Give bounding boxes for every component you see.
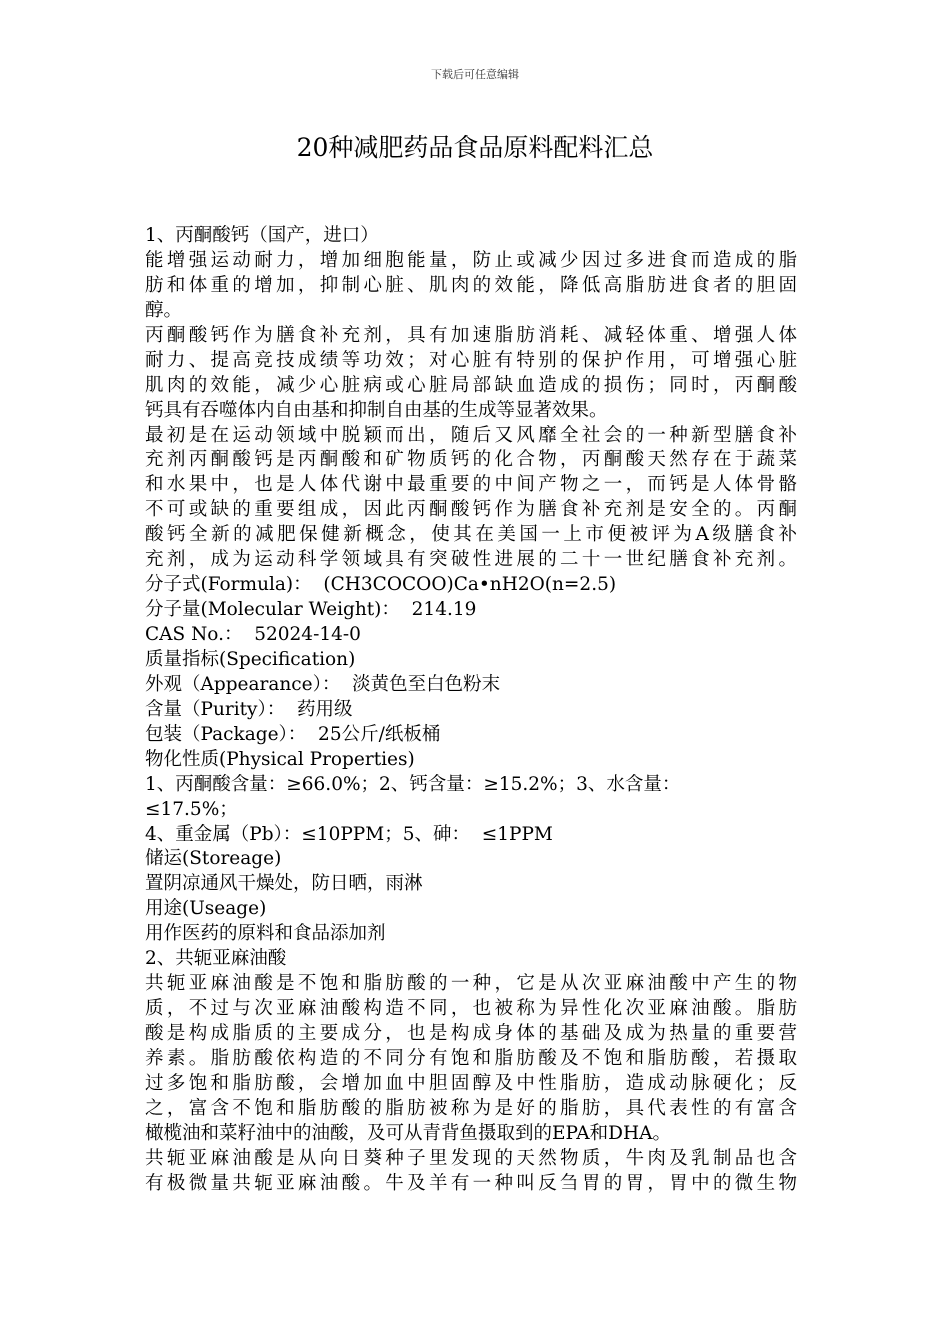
text-line: 酸是构成脂质的主要成分，也是构成身体的基础及成为热量的重要营 bbox=[145, 1023, 797, 1044]
text-line: CAS No.： 52024-14-0 bbox=[145, 624, 361, 645]
text-line: 耐力、提高竞技成绩等功效；对心脏有特别的保护作用，可增强心脏 bbox=[145, 349, 797, 371]
text-line: 1、丙酮酸钙（国产，进口） bbox=[145, 225, 379, 246]
text-line: 物化性质(Physical Properties) bbox=[145, 748, 415, 770]
text-line: 之，富含不饱和脂肪酸的脂肪被称为是好的脂肪，具代表性的有富含 bbox=[145, 1097, 797, 1119]
text-line: ≤17.5%； bbox=[145, 798, 238, 820]
text-line: 4、重金属（Pb）：≤10PPM；5、砷： ≤1PPM bbox=[145, 823, 553, 845]
text-line: 有极微量共轭亚麻油酸。牛及羊有一种叫反刍胃的胃，胃中的微生物 bbox=[145, 1172, 797, 1194]
text-line: 最初是在运动领域中脱颖而出，随后又风靡全社会的一种新型膳食补 bbox=[145, 424, 797, 446]
text-line: 共轭亚麻油酸是不饱和脂肪酸的一种，它是从次亚麻油酸中产生的物 bbox=[145, 973, 797, 995]
text-line: 养素。脂肪酸依构造的不同分有饱和脂肪酸及不饱和脂肪酸，若摄取 bbox=[145, 1047, 797, 1069]
text-line: 1、丙酮酸含量：≥66.0%；2、钙含量：≥15.2%；3、水含量： bbox=[145, 773, 681, 795]
text-line: 分子量(Molecular Weight)： 214.19 bbox=[145, 599, 477, 621]
text-line: 和水果中，也是人体代谢中最重要的中间产物之一，而钙是人体骨骼 bbox=[145, 474, 797, 496]
text-line: 充剂，成为运动科学领域具有突破性进展的二十一世纪膳食补充剂。 bbox=[145, 549, 797, 571]
text-line: 能增强运动耐力，增加细胞能量，防止或减少因过多进食而造成的脂 bbox=[145, 249, 797, 271]
text-line: 酸钙全新的减肥保健新概念，使其在美国一上市便被评为A级膳食补 bbox=[145, 524, 797, 546]
text-line: 共轭亚麻油酸是从向日葵种子里发现的天然物质，牛肉及乳制品也含 bbox=[145, 1147, 797, 1169]
document-title: 20种减肥药品食品原料配料汇总 bbox=[296, 133, 654, 162]
document-body bbox=[145, 224, 797, 1197]
text-line: 不可或缺的重要组成，因此丙酮酸钙作为膳食补充剂是安全的。丙酮 bbox=[145, 499, 797, 521]
text-line: 醇。 bbox=[145, 299, 183, 321]
text-line: 质，不过与次亚麻油酸构造不同，也被称为异性化次亚麻油酸。脂肪 bbox=[145, 998, 797, 1020]
text-line: 丙酮酸钙作为膳食补充剂，具有加速脂肪消耗、减轻体重、增强人体 bbox=[145, 324, 797, 346]
text-line: 储运(Storeage) bbox=[145, 848, 282, 870]
text-line: 肌肉的效能，减少心脏病或心脏局部缺血造成的损伤；同时，丙酮酸 bbox=[145, 374, 797, 396]
text-line: 充剂丙酮酸钙是丙酮酸和矿物质钙的化合物，丙酮酸天然存在于蔬菜 bbox=[145, 449, 797, 471]
text-line: 外观（Appearance）： 淡黄色至白色粉末 bbox=[145, 673, 501, 695]
text-line: 质量指标(Specification) bbox=[145, 648, 356, 670]
text-line: 用途(Useage) bbox=[145, 898, 267, 920]
text-line: 肪和体重的增加，抑制心脏、肌肉的效能，降低高脂肪进食者的胆固 bbox=[145, 274, 797, 296]
text-line: 过多饱和脂肪酸，会增加血中胆固醇及中性脂肪，造成动脉硬化；反 bbox=[145, 1072, 797, 1094]
text-line: 含量（Purity）： 药用级 bbox=[145, 698, 353, 720]
text-line: 分子式(Formula)： (CH3COCOO)Ca•nH2O(n=2.5) bbox=[145, 574, 617, 596]
text-line: 2、共轭亚麻油酸 bbox=[145, 948, 287, 970]
text-line: 橄榄油和菜籽油中的油酸，及可从青背鱼摄取到的EPA和DHA。 bbox=[145, 1122, 671, 1144]
header-note: 下载后可任意编辑 bbox=[431, 68, 519, 81]
text-line: 包装（Package）： 25公斤/纸板桶 bbox=[145, 723, 441, 745]
text-line: 置阴凉通风干燥处，防日晒，雨淋 bbox=[145, 873, 423, 895]
text-line: 用作医药的原料和食品添加剂 bbox=[145, 923, 386, 945]
text-line: 钙具有吞噬体内自由基和抑制自由基的生成等显著效果。 bbox=[145, 399, 608, 421]
